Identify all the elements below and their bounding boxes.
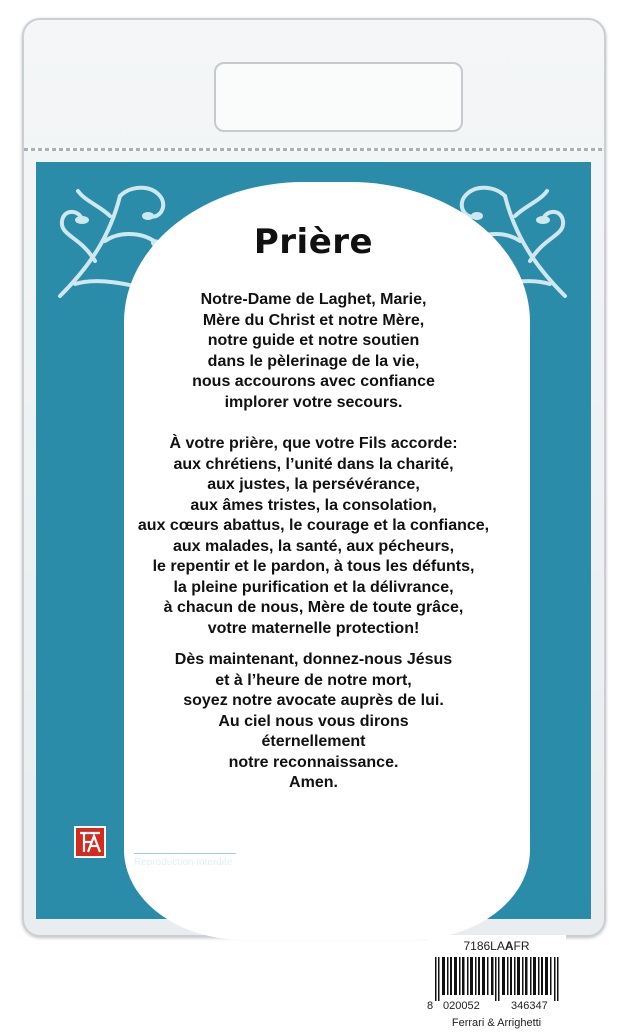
brand-name: Ferrari & Arrighetti [451,1017,542,1029]
prayer-stanza-3: Dès maintenant, donnez-nous Jésus et à l’heure de notre mort, soyez notre avocate auprès de lui. Au ciel nous vous dirons éternellement notre reconnaissance. Amen. [174,651,453,791]
fa-logo-icon [74,826,106,858]
prayer-stanza-1: Notre-Dame de Laghet, Marie, Mère du Christ et notre Mère, notre guide et notre soutien dans le pèlerinage de la vie, nous accourons avec confiance implorer votre secours. [192,291,435,411]
reproduction-notice: Reproduction Interdite [134,857,233,868]
barcode-label: 7186LAAFR 8 020052 346347 Ferrari & Arrighetti [427,935,566,1032]
hang-hole [214,62,463,132]
sku-code: 7186LAAFR [463,939,530,953]
prayer-stanza-2: À votre prière, que votre Fils accorde: aux chrétiens, l’unité dans la charité, aux justes, la persévérance, aux âmes tristes, la consolation, aux cœurs abattus, le courage et la confiance, aux malades, la santé, aux pécheurs, le repentir et le pardon, à tous les défunts, la pleine purification et la délivrance, à chacun de nous, Mère de toute grâce, votre maternelle protection! [137,435,490,637]
divider [134,853,236,854]
blister-seam [24,148,602,151]
prayer-title: Prière [253,222,374,262]
made-in-italy: MADE IN ITALY [134,835,239,852]
fa-logo-glyph-icon [76,828,104,856]
barcode-bars [435,957,560,1001]
